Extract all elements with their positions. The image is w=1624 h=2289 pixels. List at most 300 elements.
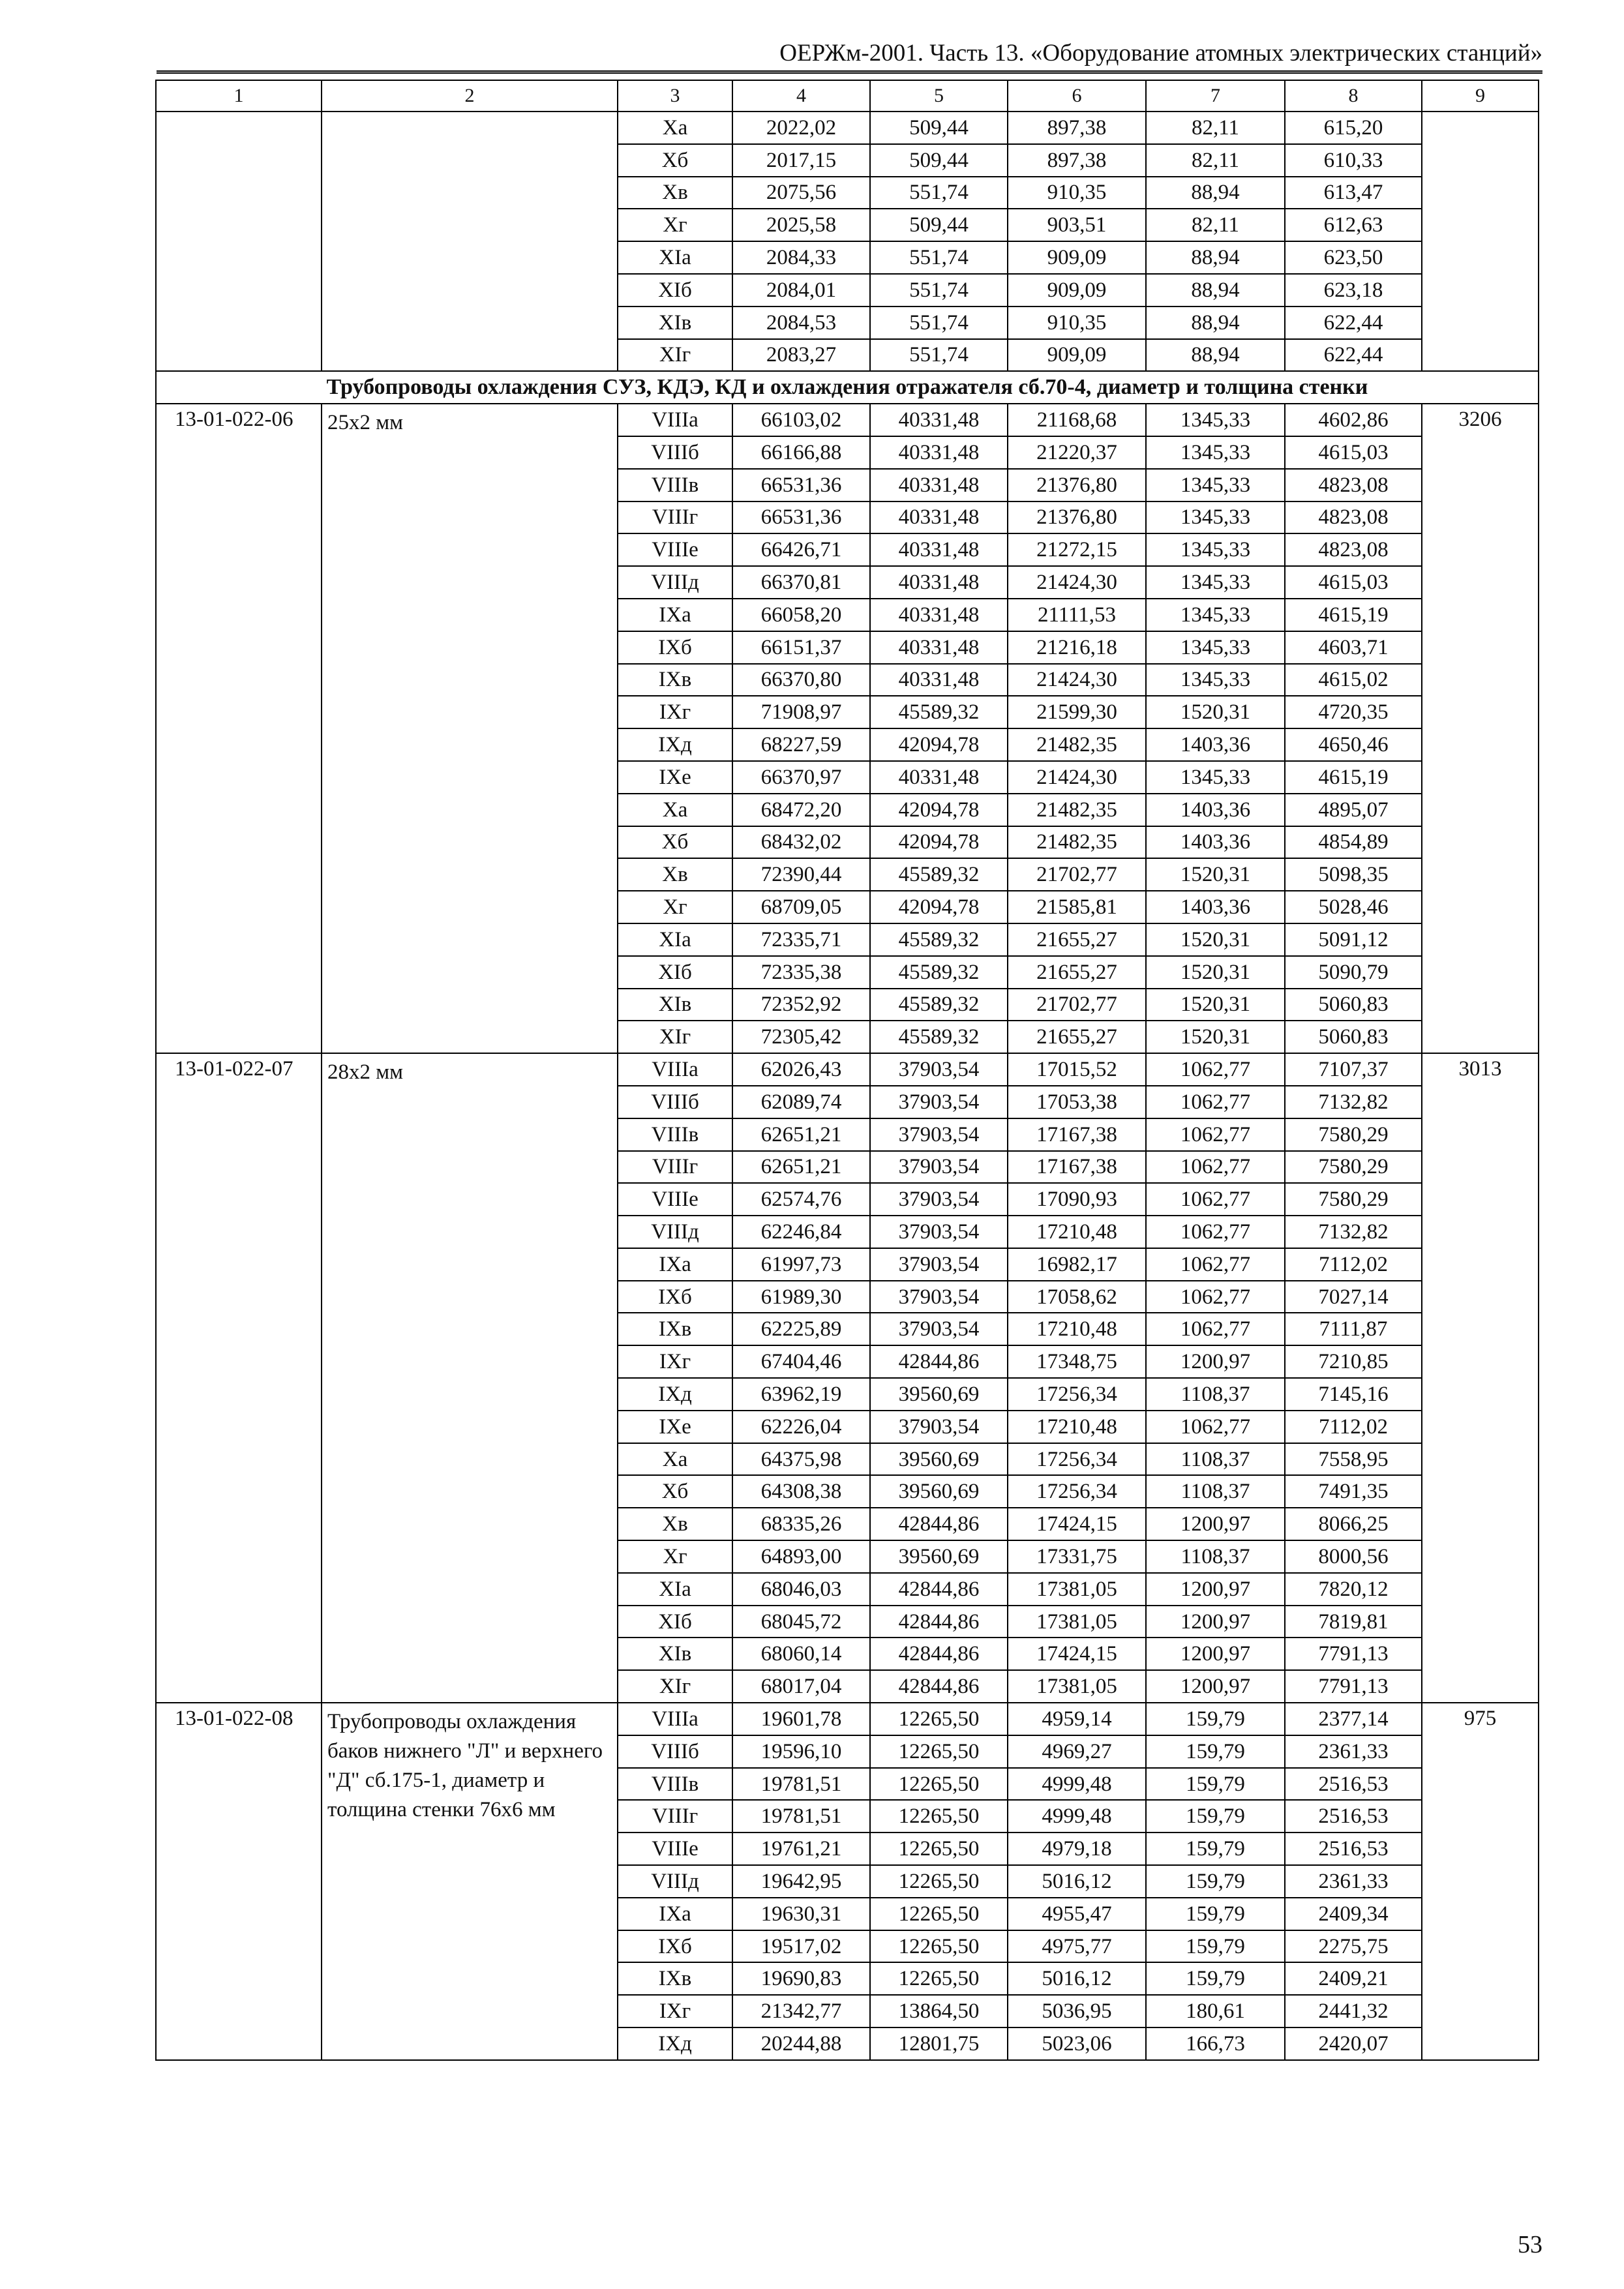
value-cell: 64893,00 xyxy=(732,1540,870,1573)
value-cell: 21702,77 xyxy=(1008,858,1146,891)
value-cell: 1200,97 xyxy=(1146,1670,1285,1703)
value-cell: 40331,48 xyxy=(870,631,1008,664)
value-cell: 5060,83 xyxy=(1285,989,1422,1021)
value-cell: 1345,33 xyxy=(1146,469,1285,501)
value-cell: 39560,69 xyxy=(870,1540,1008,1573)
rate-code: 13-01-022-07 xyxy=(156,1053,322,1703)
zone-cell: IXв xyxy=(618,1313,732,1345)
value-cell: 159,79 xyxy=(1146,1898,1285,1930)
zone-cell: VIIIв xyxy=(618,1768,732,1801)
value-cell: 2409,21 xyxy=(1285,1962,1422,1995)
value-cell: 19601,78 xyxy=(732,1703,870,1735)
value-cell: 509,44 xyxy=(870,112,1008,144)
value-cell: 2516,53 xyxy=(1285,1768,1422,1801)
value-cell: 7819,81 xyxy=(1285,1606,1422,1638)
zone-cell: IXв xyxy=(618,1962,732,1995)
value-cell: 39560,69 xyxy=(870,1443,1008,1476)
value-cell: 17058,62 xyxy=(1008,1281,1146,1313)
value-cell: 2361,33 xyxy=(1285,1865,1422,1898)
value-cell: 42844,86 xyxy=(870,1573,1008,1606)
value-cell: 1345,33 xyxy=(1146,664,1285,696)
value-cell: 7132,82 xyxy=(1285,1216,1422,1248)
value-cell: 2083,27 xyxy=(732,339,870,372)
zone-cell: Xг xyxy=(618,209,732,241)
value-cell: 1520,31 xyxy=(1146,696,1285,728)
value-cell: 42094,78 xyxy=(870,728,1008,761)
value-cell: 2017,15 xyxy=(732,144,870,177)
rate-name: 28x2 мм xyxy=(322,1053,618,1703)
zone-cell: Xб xyxy=(618,826,732,859)
zone-cell: Xв xyxy=(618,858,732,891)
value-cell: 68046,03 xyxy=(732,1573,870,1606)
value-cell: 1345,33 xyxy=(1146,404,1285,436)
value-cell: 66166,88 xyxy=(732,436,870,469)
value-cell: 7112,02 xyxy=(1285,1248,1422,1281)
value-cell: 4615,19 xyxy=(1285,599,1422,631)
zone-cell: IXг xyxy=(618,696,732,728)
value-cell: 16982,17 xyxy=(1008,1248,1146,1281)
zone-cell: VIIIв xyxy=(618,1118,732,1151)
value-cell: 5023,06 xyxy=(1008,2027,1146,2060)
zone-cell: IXг xyxy=(618,1995,732,2027)
zone-cell: VIIIв xyxy=(618,469,732,501)
value-cell: 64308,38 xyxy=(732,1475,870,1508)
value-cell: 40331,48 xyxy=(870,533,1008,566)
value-cell: 551,74 xyxy=(870,339,1008,372)
value-cell: 1062,77 xyxy=(1146,1118,1285,1151)
value-cell: 623,50 xyxy=(1285,241,1422,274)
value-cell: 7132,82 xyxy=(1285,1086,1422,1118)
value-cell: 159,79 xyxy=(1146,1930,1285,1963)
value-cell: 1403,36 xyxy=(1146,728,1285,761)
value-cell: 21424,30 xyxy=(1008,664,1146,696)
value-cell: 66103,02 xyxy=(732,404,870,436)
value-cell: 19781,51 xyxy=(732,1800,870,1833)
value-cell: 4975,77 xyxy=(1008,1930,1146,1963)
value-cell: 2075,56 xyxy=(732,177,870,209)
zone-cell: VIIIд xyxy=(618,1216,732,1248)
value-cell: 2441,32 xyxy=(1285,1995,1422,2027)
value-cell: 2409,34 xyxy=(1285,1898,1422,1930)
zone-cell: Xa xyxy=(618,112,732,144)
zone-cell: XIб xyxy=(618,274,732,307)
column-number: 4 xyxy=(732,80,870,112)
value-cell: 21585,81 xyxy=(1008,891,1146,923)
value-cell: 159,79 xyxy=(1146,1703,1285,1735)
zone-cell: Xв xyxy=(618,1508,732,1540)
zone-cell: IXa xyxy=(618,599,732,631)
value-cell: 5090,79 xyxy=(1285,956,1422,989)
col9-value xyxy=(1422,112,1539,371)
value-cell: 62225,89 xyxy=(732,1313,870,1345)
rate-code: 13-01-022-06 xyxy=(156,404,322,1053)
value-cell: 40331,48 xyxy=(870,566,1008,599)
table-row xyxy=(156,112,1539,144)
value-cell: 2420,07 xyxy=(1285,2027,1422,2060)
value-cell: 909,09 xyxy=(1008,274,1146,307)
zone-cell: VIIIе xyxy=(618,533,732,566)
value-cell: 62026,43 xyxy=(732,1053,870,1086)
value-cell: 12265,50 xyxy=(870,1768,1008,1801)
column-number: 1 xyxy=(156,80,322,112)
value-cell: 615,20 xyxy=(1285,112,1422,144)
value-cell: 4602,86 xyxy=(1285,404,1422,436)
value-cell: 68472,20 xyxy=(732,794,870,826)
value-cell: 12265,50 xyxy=(870,1865,1008,1898)
value-cell: 17381,05 xyxy=(1008,1573,1146,1606)
value-cell: 42844,86 xyxy=(870,1508,1008,1540)
zone-cell: VIIIa xyxy=(618,1053,732,1086)
zone-cell: VIIIд xyxy=(618,566,732,599)
value-cell: 40331,48 xyxy=(870,761,1008,794)
value-cell: 910,35 xyxy=(1008,307,1146,339)
col9-value: 3206 xyxy=(1422,404,1539,1053)
value-cell: 66370,97 xyxy=(732,761,870,794)
value-cell: 21655,27 xyxy=(1008,956,1146,989)
value-cell: 37903,54 xyxy=(870,1313,1008,1345)
value-cell: 12265,50 xyxy=(870,1962,1008,1995)
value-cell: 613,47 xyxy=(1285,177,1422,209)
zone-cell: XIг xyxy=(618,1670,732,1703)
value-cell: 62246,84 xyxy=(732,1216,870,1248)
zone-cell: Xa xyxy=(618,1443,732,1476)
value-cell: 509,44 xyxy=(870,209,1008,241)
value-cell: 5028,46 xyxy=(1285,891,1422,923)
value-cell: 19630,31 xyxy=(732,1898,870,1930)
value-cell: 623,18 xyxy=(1285,274,1422,307)
value-cell: 37903,54 xyxy=(870,1281,1008,1313)
zone-cell: IXд xyxy=(618,2027,732,2060)
value-cell: 21655,27 xyxy=(1008,923,1146,956)
value-cell: 7558,95 xyxy=(1285,1443,1422,1476)
value-cell: 21655,27 xyxy=(1008,1021,1146,1053)
value-cell: 1200,97 xyxy=(1146,1606,1285,1638)
value-cell: 5060,83 xyxy=(1285,1021,1422,1053)
value-cell: 37903,54 xyxy=(870,1248,1008,1281)
value-cell: 66151,37 xyxy=(732,631,870,664)
value-cell: 4823,08 xyxy=(1285,469,1422,501)
value-cell: 2275,75 xyxy=(1285,1930,1422,1963)
zone-cell: IXд xyxy=(618,728,732,761)
value-cell: 40331,48 xyxy=(870,664,1008,696)
value-cell: 17256,34 xyxy=(1008,1378,1146,1411)
value-cell: 622,44 xyxy=(1285,307,1422,339)
value-cell: 4603,71 xyxy=(1285,631,1422,664)
value-cell: 159,79 xyxy=(1146,1735,1285,1768)
value-cell: 2516,53 xyxy=(1285,1800,1422,1833)
value-cell: 21272,15 xyxy=(1008,533,1146,566)
value-cell: 4959,14 xyxy=(1008,1703,1146,1735)
value-cell: 88,94 xyxy=(1146,339,1285,372)
value-cell: 4650,46 xyxy=(1285,728,1422,761)
zone-cell: IXг xyxy=(618,1345,732,1378)
value-cell: 17210,48 xyxy=(1008,1411,1146,1443)
value-cell: 21599,30 xyxy=(1008,696,1146,728)
value-cell: 4823,08 xyxy=(1285,501,1422,534)
value-cell: 19781,51 xyxy=(732,1768,870,1801)
value-cell: 45589,32 xyxy=(870,858,1008,891)
column-number: 8 xyxy=(1285,80,1422,112)
value-cell: 62651,21 xyxy=(732,1151,870,1184)
value-cell: 39560,69 xyxy=(870,1475,1008,1508)
value-cell: 63962,19 xyxy=(732,1378,870,1411)
zone-cell: XIб xyxy=(618,956,732,989)
value-cell: 88,94 xyxy=(1146,274,1285,307)
value-cell: 19642,95 xyxy=(732,1865,870,1898)
value-cell: 5098,35 xyxy=(1285,858,1422,891)
value-cell: 1108,37 xyxy=(1146,1443,1285,1476)
value-cell: 37903,54 xyxy=(870,1183,1008,1216)
value-cell: 4979,18 xyxy=(1008,1833,1146,1865)
zone-cell: VIIIa xyxy=(618,404,732,436)
column-number: 5 xyxy=(870,80,1008,112)
value-cell: 551,74 xyxy=(870,307,1008,339)
value-cell: 88,94 xyxy=(1146,241,1285,274)
value-cell: 62226,04 xyxy=(732,1411,870,1443)
value-cell: 1062,77 xyxy=(1146,1151,1285,1184)
zone-cell: IXб xyxy=(618,1281,732,1313)
value-cell: 12801,75 xyxy=(870,2027,1008,2060)
value-cell: 82,11 xyxy=(1146,144,1285,177)
value-cell: 12265,50 xyxy=(870,1930,1008,1963)
rates-table xyxy=(155,80,1539,2061)
value-cell: 68227,59 xyxy=(732,728,870,761)
value-cell: 62574,76 xyxy=(732,1183,870,1216)
value-cell: 42844,86 xyxy=(870,1345,1008,1378)
value-cell: 42094,78 xyxy=(870,891,1008,923)
value-cell: 45589,32 xyxy=(870,696,1008,728)
value-cell: 1345,33 xyxy=(1146,436,1285,469)
page-header xyxy=(157,39,1542,74)
value-cell: 67404,46 xyxy=(732,1345,870,1378)
value-cell: 2516,53 xyxy=(1285,1833,1422,1865)
document-title: ОЕРЖм-2001. Часть 13. «Оборудование атомных электрических станций» xyxy=(779,40,1542,67)
value-cell: 17210,48 xyxy=(1008,1313,1146,1345)
value-cell: 551,74 xyxy=(870,241,1008,274)
value-cell: 2084,53 xyxy=(732,307,870,339)
value-cell: 4999,48 xyxy=(1008,1768,1146,1801)
value-cell: 42094,78 xyxy=(870,794,1008,826)
value-cell: 17167,38 xyxy=(1008,1118,1146,1151)
value-cell: 12265,50 xyxy=(870,1833,1008,1865)
value-cell: 5016,12 xyxy=(1008,1962,1146,1995)
zone-cell: XIa xyxy=(618,1573,732,1606)
value-cell: 12265,50 xyxy=(870,1735,1008,1768)
value-cell: 4955,47 xyxy=(1008,1898,1146,1930)
value-cell: 897,38 xyxy=(1008,144,1146,177)
zone-cell: VIIIб xyxy=(618,1735,732,1768)
value-cell: 1108,37 xyxy=(1146,1378,1285,1411)
value-cell: 4615,03 xyxy=(1285,436,1422,469)
value-cell: 1062,77 xyxy=(1146,1411,1285,1443)
value-cell: 159,79 xyxy=(1146,1865,1285,1898)
zone-cell: XIв xyxy=(618,307,732,339)
value-cell: 7112,02 xyxy=(1285,1411,1422,1443)
value-cell: 68017,04 xyxy=(732,1670,870,1703)
value-cell: 1345,33 xyxy=(1146,501,1285,534)
rate-code: 13-01-022-08 xyxy=(156,1703,322,2060)
value-cell: 909,09 xyxy=(1008,339,1146,372)
value-cell: 2377,14 xyxy=(1285,1703,1422,1735)
value-cell: 4854,89 xyxy=(1285,826,1422,859)
value-cell: 45589,32 xyxy=(870,1021,1008,1053)
zone-cell: VIIIе xyxy=(618,1833,732,1865)
value-cell: 68709,05 xyxy=(732,891,870,923)
value-cell: 7491,35 xyxy=(1285,1475,1422,1508)
column-number: 7 xyxy=(1146,80,1285,112)
value-cell: 1062,77 xyxy=(1146,1313,1285,1345)
value-cell: 61989,30 xyxy=(732,1281,870,1313)
value-cell: 4823,08 xyxy=(1285,533,1422,566)
value-cell: 159,79 xyxy=(1146,1800,1285,1833)
value-cell: 21111,53 xyxy=(1008,599,1146,631)
value-cell: 66531,36 xyxy=(732,501,870,534)
value-cell: 12265,50 xyxy=(870,1703,1008,1735)
page-number: 53 xyxy=(1518,2231,1542,2258)
value-cell: 7027,14 xyxy=(1285,1281,1422,1313)
zone-cell: XIa xyxy=(618,241,732,274)
value-cell: 17348,75 xyxy=(1008,1345,1146,1378)
value-cell: 1520,31 xyxy=(1146,858,1285,891)
value-cell: 17331,75 xyxy=(1008,1540,1146,1573)
value-cell: 42844,86 xyxy=(870,1670,1008,1703)
value-cell: 180,61 xyxy=(1146,1995,1285,2027)
zone-cell: XIa xyxy=(618,923,732,956)
value-cell: 17210,48 xyxy=(1008,1216,1146,1248)
zone-cell: Xг xyxy=(618,1540,732,1573)
value-cell: 622,44 xyxy=(1285,339,1422,372)
value-cell: 4615,03 xyxy=(1285,566,1422,599)
column-number: 3 xyxy=(618,80,732,112)
value-cell: 37903,54 xyxy=(870,1411,1008,1443)
value-cell: 2084,33 xyxy=(732,241,870,274)
value-cell: 21482,35 xyxy=(1008,826,1146,859)
value-cell: 903,51 xyxy=(1008,209,1146,241)
zone-cell: IXе xyxy=(618,1411,732,1443)
value-cell: 1062,77 xyxy=(1146,1086,1285,1118)
value-cell: 8066,25 xyxy=(1285,1508,1422,1540)
value-cell: 4999,48 xyxy=(1008,1800,1146,1833)
zone-cell: Xб xyxy=(618,144,732,177)
zone-cell: Xв xyxy=(618,177,732,209)
value-cell: 61997,73 xyxy=(732,1248,870,1281)
value-cell: 4720,35 xyxy=(1285,696,1422,728)
value-cell: 4615,19 xyxy=(1285,761,1422,794)
value-cell: 37903,54 xyxy=(870,1216,1008,1248)
value-cell: 1108,37 xyxy=(1146,1540,1285,1573)
value-cell: 159,79 xyxy=(1146,1833,1285,1865)
value-cell: 1403,36 xyxy=(1146,826,1285,859)
zone-cell: Xг xyxy=(618,891,732,923)
value-cell: 21702,77 xyxy=(1008,989,1146,1021)
value-cell: 66370,81 xyxy=(732,566,870,599)
value-cell: 551,74 xyxy=(870,274,1008,307)
value-cell: 37903,54 xyxy=(870,1151,1008,1184)
value-cell: 2025,58 xyxy=(732,209,870,241)
value-cell: 1345,33 xyxy=(1146,631,1285,664)
value-cell: 2084,01 xyxy=(732,274,870,307)
value-cell: 21424,30 xyxy=(1008,761,1146,794)
table-row xyxy=(156,1703,1539,1735)
rate-name: 25x2 мм xyxy=(322,404,618,1053)
value-cell: 17015,52 xyxy=(1008,1053,1146,1086)
value-cell: 1403,36 xyxy=(1146,794,1285,826)
value-cell: 68432,02 xyxy=(732,826,870,859)
value-cell: 21220,37 xyxy=(1008,436,1146,469)
column-number: 6 xyxy=(1008,80,1146,112)
zone-cell: VIIIг xyxy=(618,1800,732,1833)
value-cell: 19761,21 xyxy=(732,1833,870,1865)
value-cell: 12265,50 xyxy=(870,1800,1008,1833)
value-cell: 72335,71 xyxy=(732,923,870,956)
value-cell: 66370,80 xyxy=(732,664,870,696)
value-cell: 21482,35 xyxy=(1008,728,1146,761)
value-cell: 88,94 xyxy=(1146,177,1285,209)
value-cell: 82,11 xyxy=(1146,209,1285,241)
value-cell: 66531,36 xyxy=(732,469,870,501)
value-cell: 17256,34 xyxy=(1008,1443,1146,1476)
value-cell: 1062,77 xyxy=(1146,1248,1285,1281)
zone-cell: XIг xyxy=(618,339,732,372)
value-cell: 37903,54 xyxy=(870,1118,1008,1151)
value-cell: 40331,48 xyxy=(870,599,1008,631)
zone-cell: IXa xyxy=(618,1248,732,1281)
value-cell: 42844,86 xyxy=(870,1638,1008,1670)
value-cell: 88,94 xyxy=(1146,307,1285,339)
value-cell: 1403,36 xyxy=(1146,891,1285,923)
value-cell: 71908,97 xyxy=(732,696,870,728)
value-cell: 37903,54 xyxy=(870,1086,1008,1118)
value-cell: 17090,93 xyxy=(1008,1183,1146,1216)
value-cell: 7791,13 xyxy=(1285,1670,1422,1703)
zone-cell: Xa xyxy=(618,794,732,826)
value-cell: 1062,77 xyxy=(1146,1053,1285,1086)
zone-cell: IXв xyxy=(618,664,732,696)
value-cell: 1200,97 xyxy=(1146,1573,1285,1606)
value-cell: 1062,77 xyxy=(1146,1183,1285,1216)
value-cell: 1200,97 xyxy=(1146,1345,1285,1378)
value-cell: 1520,31 xyxy=(1146,956,1285,989)
value-cell: 17256,34 xyxy=(1008,1475,1146,1508)
zone-cell: VIIIa xyxy=(618,1703,732,1735)
value-cell: 72335,38 xyxy=(732,956,870,989)
value-cell: 45589,32 xyxy=(870,956,1008,989)
value-cell: 1345,33 xyxy=(1146,533,1285,566)
value-cell: 17167,38 xyxy=(1008,1151,1146,1184)
zone-cell: IXд xyxy=(618,1378,732,1411)
value-cell: 21168,68 xyxy=(1008,404,1146,436)
value-cell: 1345,33 xyxy=(1146,566,1285,599)
value-cell: 1200,97 xyxy=(1146,1638,1285,1670)
value-cell: 1062,77 xyxy=(1146,1216,1285,1248)
value-cell: 159,79 xyxy=(1146,1962,1285,1995)
value-cell: 7580,29 xyxy=(1285,1151,1422,1184)
value-cell: 21424,30 xyxy=(1008,566,1146,599)
section-row xyxy=(156,371,1539,404)
value-cell: 4895,07 xyxy=(1285,794,1422,826)
value-cell: 72352,92 xyxy=(732,989,870,1021)
value-cell: 42094,78 xyxy=(870,826,1008,859)
value-cell: 166,73 xyxy=(1146,2027,1285,2060)
value-cell: 5091,12 xyxy=(1285,923,1422,956)
value-cell: 7145,16 xyxy=(1285,1378,1422,1411)
col9-value: 3013 xyxy=(1422,1053,1539,1703)
value-cell: 13864,50 xyxy=(870,1995,1008,2027)
value-cell: 1062,77 xyxy=(1146,1281,1285,1313)
value-cell: 4615,02 xyxy=(1285,664,1422,696)
zone-cell: IXе xyxy=(618,761,732,794)
value-cell: 64375,98 xyxy=(732,1443,870,1476)
